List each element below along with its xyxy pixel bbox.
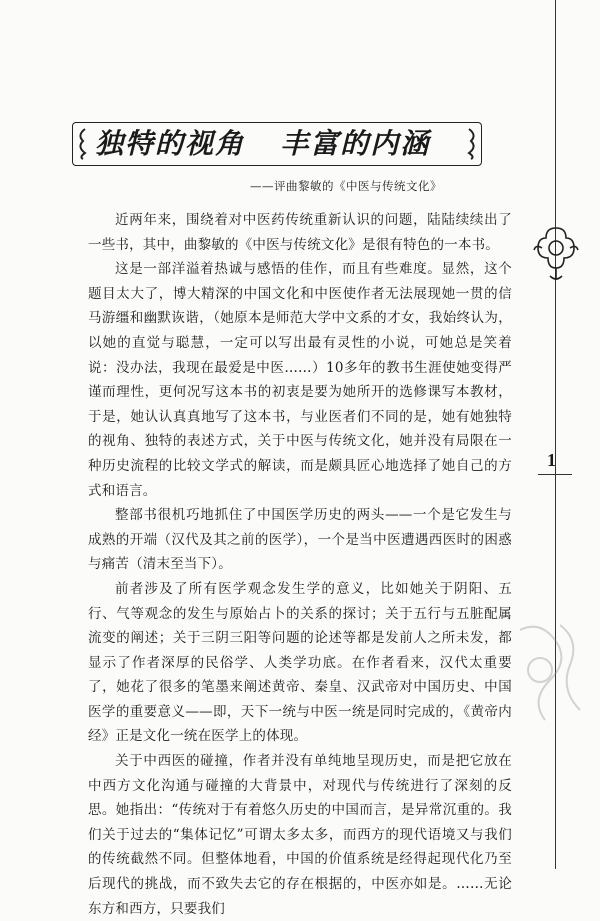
paragraph: 关于中西医的碰撞，作者并没有单纯地呈现历史，而是把它放在中西方文化沟通与碰撞的大背景中，对现代与传统进行了深刻的反思。她指出：“传统对于有着悠久历史的中国而言，是异常沉重的。我们关于过去的“集体记忆”可谓太多太多，而西方的现代语境又与我们的传统截然不同。但整体地看，中国的价值系统是经得起现代化乃至后现代的挑战，而不致失去它的存在根据的，中医亦如是。……无论东方和西方，只要我们 [88, 753, 512, 917]
paragraph: 这是一部洋溢着热诚与感悟的佳作，而且有些难度。显然，这个题目太大了，博大精深的中国文化和中医使作者无法展现她一贯的信马游缰和幽默诙谐，（她原本是师范大学中文系的才女，我始终认为，以她的直觉与聪慧，一定可以写出最有灵性的小说，可她总是笑着说：没办法，我现在最爱是中医……）10多年的教书生涯使她变得严谨而理性，更何况写这本书的初衷是要为她所开的选修课写本教材，于是，她认认真真地写了这本书，与业医者们不同的是，她有她独特的视角、独特的表述方式，关于中医与传统文化，她并没有局限在一种历史流程的比较文学式的解读，而是颇具匠心地选择了她自己的方式和语言。 [88, 261, 512, 499]
paragraph: 前者涉及了所有医学观念发生学的意义，比如她关于阴阳、五行、气等观念的发生与原始占卜的关系的探讨；关于五行与五脏配属流变的阐述；关于三阴三阳等问题的论述等都是发前人之所未发，都显示了作者深厚的民俗学、人类学功底。在作者看来，汉代太重要了，她花了很多的笔墨来阐述黄帝、秦皇、汉武帝对中国历史、中国医学的重要意义——即，天下一统与中医一统是同时完成的，《黄帝内经》正是文化一统在医学上的体现。 [88, 580, 512, 745]
title-ornament-right-icon [465, 127, 479, 161]
article-body [88, 208, 512, 921]
article-title: 独特的视角 丰富的内涵 [95, 127, 431, 160]
margin-rule [555, 0, 556, 869]
article-subtitle: ——评曲黎敏的《中医与传统文化》 [250, 179, 442, 193]
title-frame [72, 122, 482, 166]
page-number: 1 [547, 450, 556, 470]
watermark-seal-icon [500, 610, 600, 730]
title-ornament-left-icon [75, 127, 89, 161]
page-number-rule [538, 474, 572, 475]
paragraph: 整部书很机巧地抓住了中国医学历史的两头——一个是它发生与成熟的开端（汉代及其之前的医学），一个是当中医遭遇西医时的困惑与痛苦（清末至当下）。 [88, 507, 512, 573]
cloud-ornament-icon [532, 222, 580, 284]
paragraph: 近两年来，围绕着对中医药传统重新认识的问题，陆陆续续出了一些书，其中，曲黎敏的《中医与传统文化》是很有特色的一本书。 [88, 212, 512, 253]
